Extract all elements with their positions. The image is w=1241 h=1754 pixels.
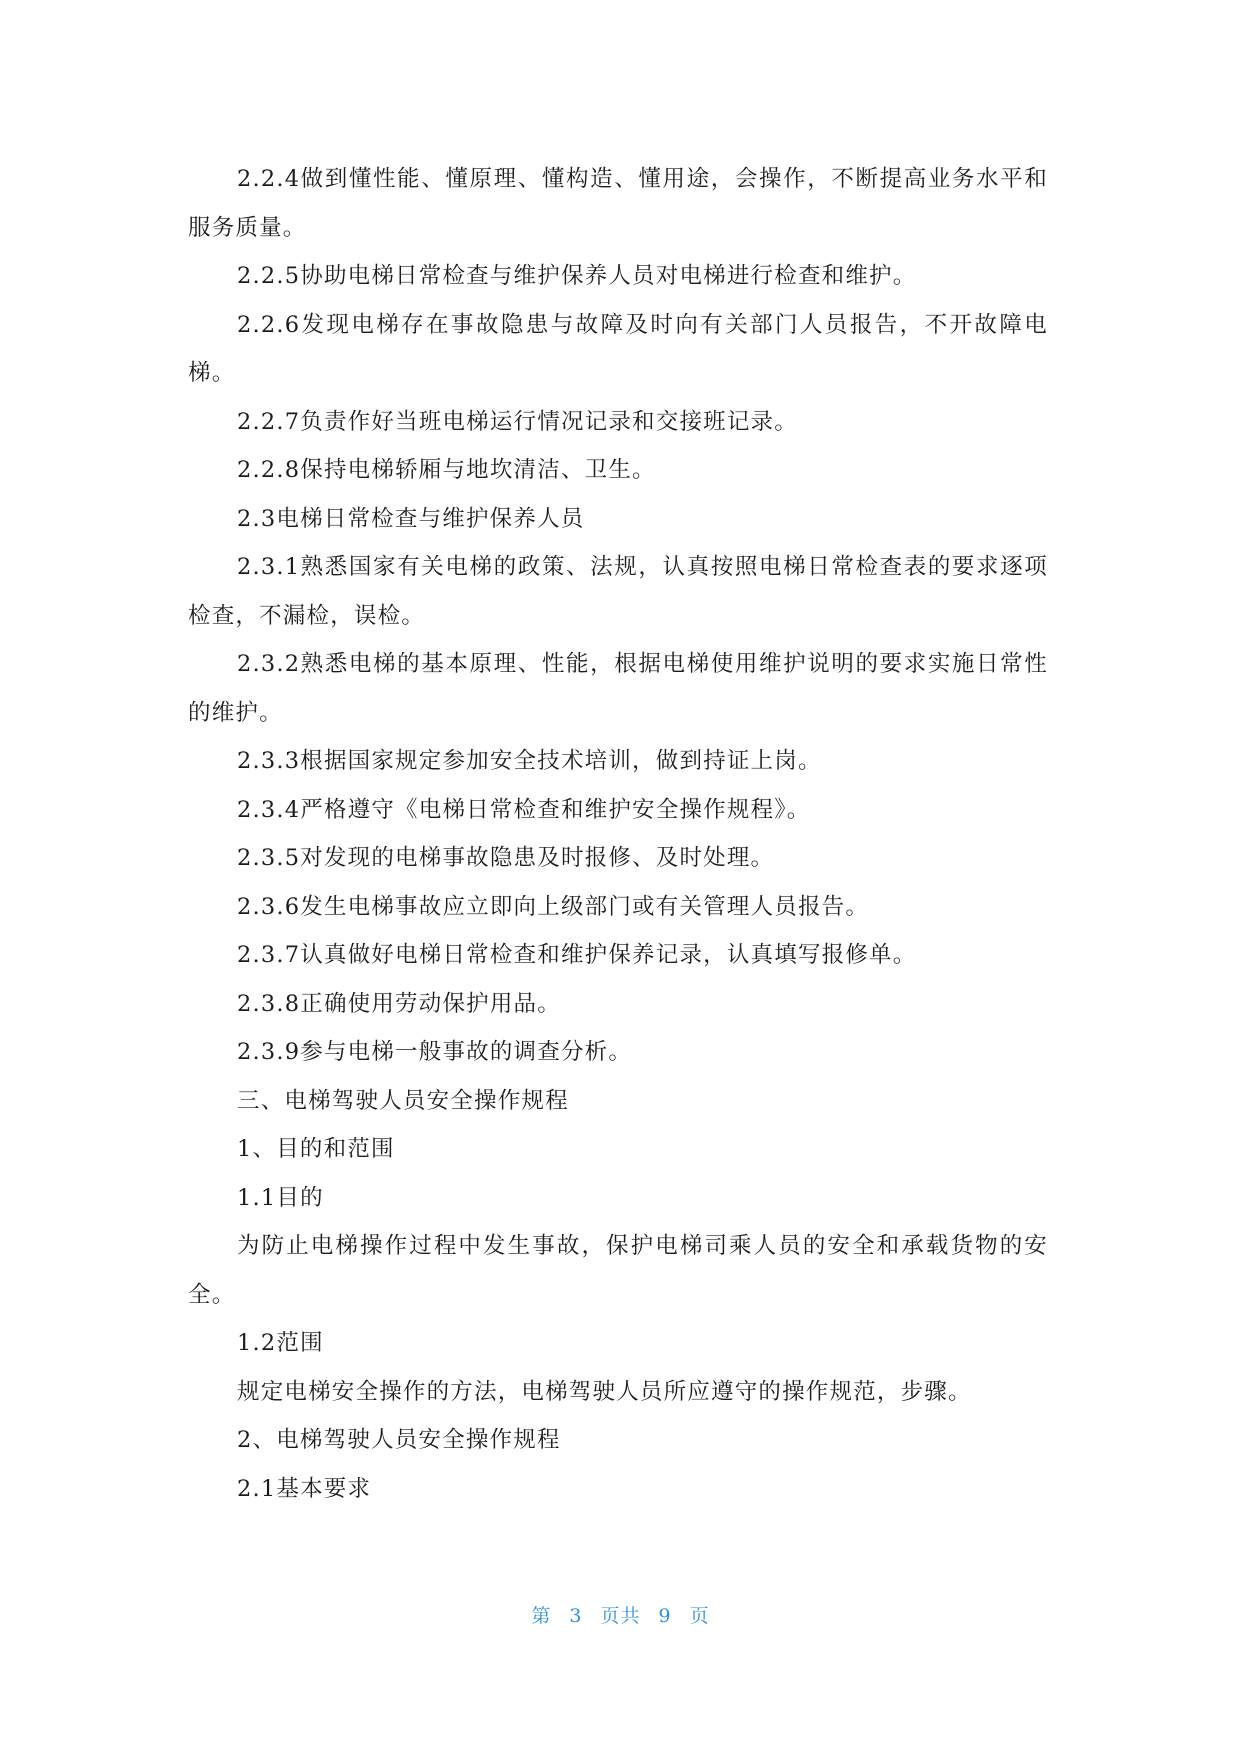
heading-1: 1、目的和范围 [237,1136,395,1162]
current-page-number: 3 [569,1605,583,1627]
paragraph-purpose: 为防止电梯操作过程中发生事故，保护电梯司乘人员的安全和承载货物的安全。 [188,1233,1048,1308]
paragraph-2-2-4: 2.2.4做到懂性能、懂原理、懂构造、懂用途，会操作，不断提高业务水平和服务质量。 [188,166,1048,241]
paragraph-2-3-7: 2.3.7认真做好电梯日常检查和维护保养记录，认真填写报修单。 [237,942,917,968]
paragraph-2-2-6: 2.2.6发现电梯存在事故隐患与故障及时向有关部门人员报告，不开故障电梯。 [188,311,1048,386]
footer-prefix: 第 [531,1605,552,1627]
paragraph-scope: 规定电梯安全操作的方法，电梯驾驶人员所应遵守的操作规范，步骤。 [237,1378,972,1405]
heading-1-2: 1.2范围 [237,1330,324,1356]
paragraph-2-3-3: 2.3.3根据国家规定参加安全技术培训，做到持证上岗。 [237,748,822,774]
paragraph-2-3-8: 2.3.8正确使用劳动保护用品。 [237,990,561,1017]
paragraph-2-3-4: 2.3.4严格遵守《电梯日常检查和维护安全操作规程》。 [237,796,811,823]
paragraph-2-2-8: 2.2.8保持电梯轿厢与地坎清洁、卫生。 [237,457,656,483]
footer-middle: 页共 [600,1605,641,1627]
heading-2: 2、电梯驾驶人员安全操作规程 [237,1427,561,1453]
paragraph-2-3-9: 2.3.9参与电梯一般事故的调查分析。 [237,1039,633,1065]
section-heading-3: 三、电梯驾驶人员安全操作规程 [237,1087,569,1114]
heading-2-3: 2.3电梯日常检查与维护保养人员 [237,505,585,532]
paragraph-2-2-7: 2.2.7负责作好当班电梯运行情况记录和交接班记录。 [237,408,798,435]
paragraph-2-3-6: 2.3.6发生电梯事故应立即向上级部门或有关管理人员报告。 [237,893,870,920]
document-body [188,155,1048,1513]
paragraph-2-3-5: 2.3.5对发现的电梯事故隐患及时报修、及时处理。 [237,845,775,871]
heading-1-1: 1.1目的 [237,1184,324,1211]
paragraph-2-3-1: 2.3.1熟悉国家有关电梯的政策、法规，认真按照电梯日常检查表的要求逐项检查，不漏检，误检。 [188,554,1048,629]
footer-suffix: 页 [689,1605,710,1627]
paragraph-2-3-2: 2.3.2熟悉电梯的基本原理、性能，根据电梯使用维护说明的要求实施日常性的维护。 [188,651,1048,726]
heading-2-1: 2.1基本要求 [237,1475,372,1502]
page-footer [0,1601,1241,1628]
total-page-count: 9 [658,1605,672,1627]
paragraph-2-2-5: 2.2.5协助电梯日常检查与维护保养人员对电梯进行检查和维护。 [237,263,917,289]
